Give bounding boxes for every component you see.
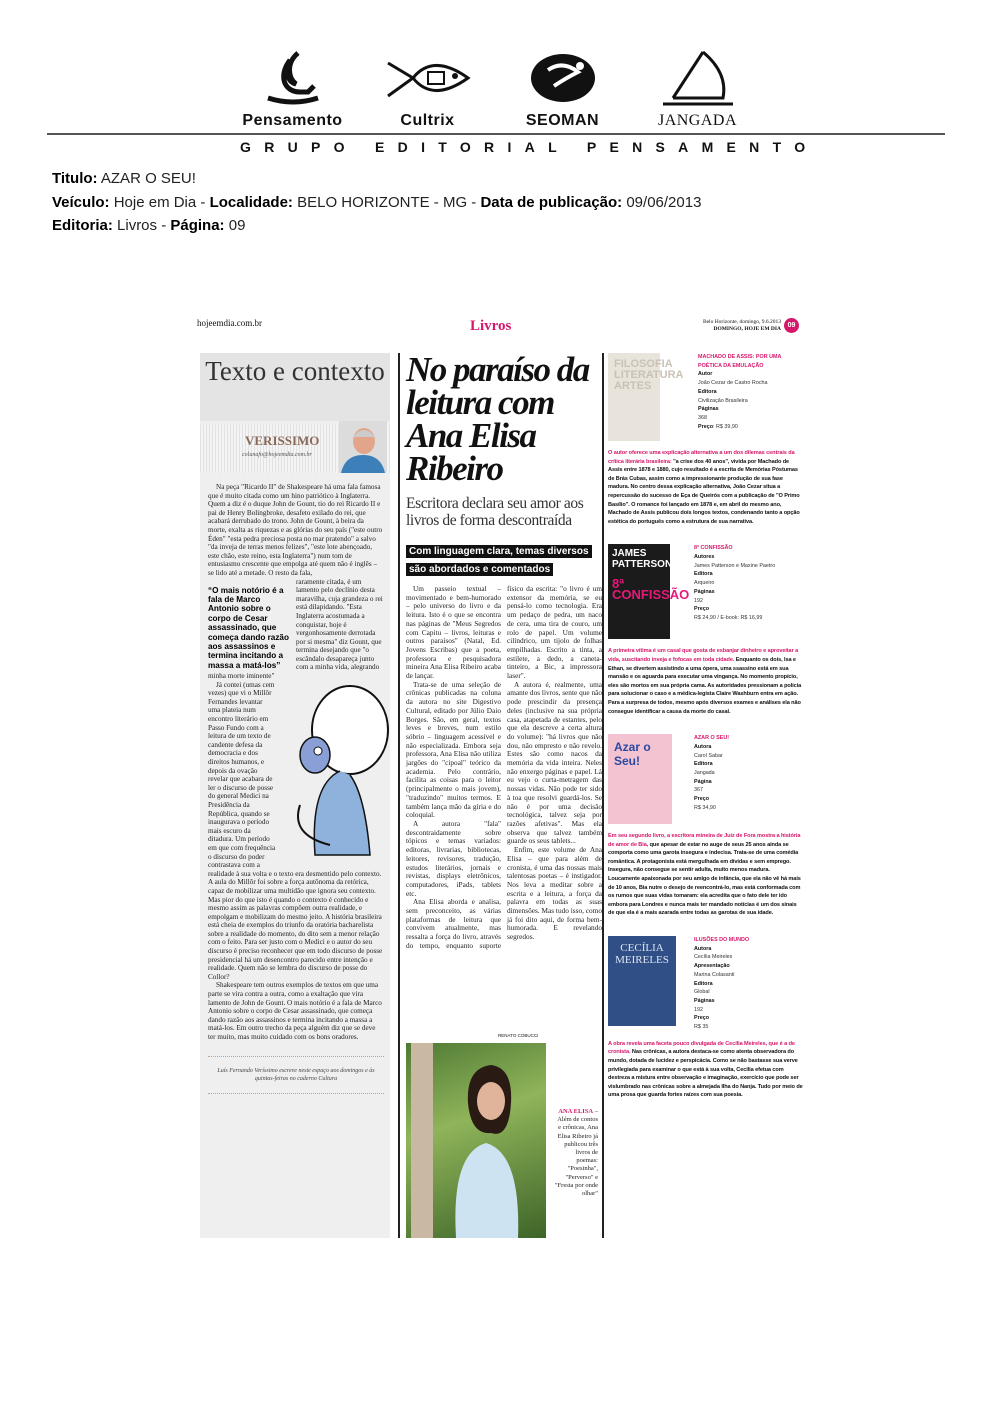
logo-pensamento	[230, 45, 355, 130]
text: 368	[698, 414, 707, 421]
text: João Cezar de Castro Rocha	[698, 380, 768, 387]
text: Preço	[694, 796, 709, 803]
book-description	[608, 1040, 803, 1100]
text: Autora	[694, 743, 712, 750]
text: Shakespeare tem outros exemplos de textos em que uma parte se vira contra a outra, como a exaltação que vira lamento de John de Gount. O mais notório é a fala de Marco Antonio sobre o corpo de Cesar assassinado, que começa dando razão aos assassinos e termina incitando a massa a matá-los. Em outro trecho da peça alguém diz que se deve ter muito, mas muito cuidado com os bons oradores.	[208, 981, 382, 1041]
text: Pensamento	[242, 112, 343, 129]
text: Carol Sabar	[694, 752, 723, 759]
columnist-band	[200, 425, 390, 473]
newspaper-date	[703, 319, 781, 333]
text: Editoria:	[52, 217, 113, 234]
text: – Além de contos e crônicas, Ana Elisa Ribeiro já publicou três livros de poemas: "Poesinha", "Perverso" e "Fresta por onde olhar"	[554, 1108, 598, 1198]
text: Cecília Meireles	[694, 954, 733, 961]
text: AZAR O SEU!	[694, 735, 730, 742]
text: R$ 35	[694, 1024, 709, 1031]
page-value: 09	[228, 217, 246, 234]
text: Editora	[694, 980, 713, 987]
text: JAMES PATTERSON	[612, 548, 673, 571]
text: R$ 39,90	[715, 423, 738, 430]
text: raramente citada, é um lamento pelo declínio desta maravilha, cuja grandeza o rei está dilapidando. "Esta Inglaterra acostumada a conquistar, hoje é vergonhosamente derrotada por si mesma" diz Gount, que termina desejando que "o escândalo desapareça junto com a minha vida, alegrando minha morte iminente"	[208, 577, 383, 681]
text: Editora	[694, 571, 713, 578]
text: 192	[694, 597, 703, 604]
text: Apresentação	[694, 963, 730, 970]
text: Na peça "Ricardo II" de Shakespeare há uma fala famosa que é muito citada como um hino patriótico à Inglaterra. Quem a diz é o duque John de Gount, tio do rei Ricardo II e pai de Henry Bolingbroke, desafeto exilado do rei, que acabará derrubado do trono. John de Gount, à beira da morte, exalta as riquezas e as glórias do seu país ("este outro Éden" "esta pedra preciosa posta no mar pratendo" a salvo "da inveja de terras menos felizes", "este lote abençoado, este chão, este reino, esta Inglaterra") num tom de entusiasmo crescente que empolga até quem não é inglês – se lido até a metade. O resto da fala,	[208, 483, 383, 577]
article-headline: No paraíso da leitura com Ana Elisa Ribeiro	[406, 350, 589, 488]
text: 367	[694, 787, 703, 794]
text: Enquanto os dois, Isa e Ethan, se divertem assistindo a uma ópera, uma ssassino está em sua mansão e os aguarda para executar uma vingança. No momento propício, eles são mortos em sua própria cama. As autoridades pressionam a polícia para solucionar o caso e a médica-legista Claire Washburn entra em ação. Para a surpresa de todos, mesmo após diversos exames e análises ela não consegue identificar a causa da morte do casal.	[608, 656, 802, 715]
logo-cultrix	[365, 45, 490, 130]
book-entry: FILOSOFIA LITERATURA ARTES MACHADO DE ASSIS: POR UMA POÉTICA DA EMULAÇÃO Autor João Cezar de Castro Rocha Editora Civilização Brasileira Páginas 368 Preço: R$ 39,90 O autor oferece uma explicação alternativa a um dos dilemas centrais da crítica literária brasileira: "a crise dos 40 anos", vivida por Machado de Assis entre 1878 e 1880, cujo resultado é a escrita de Memórias Póstumas de Brás Cubas, assim como a impressionante produção de sua fase madura. No centro dessa explicação alternativa, João Cezar situa a repercussão do sucesso de Eça de Queirós com a publicação de "O Primo Basílio". O romance foi lançado em 1878 e, em abril do mesmo ano, Machado de Assis publicou dois longos textos, condenando tanto a opção estética do português como a estrutura de sua narrativa.	[608, 353, 803, 526]
text: Páginas	[694, 588, 715, 595]
text: ANA ELISA	[558, 1108, 594, 1115]
text: JANGADA	[657, 112, 738, 129]
locality-value: BELO HORIZONTE - MG	[297, 193, 468, 211]
text: Data de publicação:	[480, 193, 623, 211]
section-title: Livros	[470, 318, 512, 334]
text: "a crise dos 40 anos", vivida por Machado de Assis entre 1878 e 1880, cujo resultado é a escrita de Memórias Póstumas de Brás Cubas, assim como a impressionante produção de sua fase madura. No centro dessa explicação alternativa, João Cezar situa a repercussão do sucesso de Eça de Queirós com a publicação de "O Primo Basílio". O romance foi lançado em 1878 e, em abril do mesmo ano, Machado de Assis publicou dois longos textos, condenando tanto a opção estética do português como a estrutura de sua narrativa.	[608, 458, 800, 525]
meta-line-title	[52, 167, 701, 191]
text: Enfim, este volume de Ana Elisa – que para além de cronista, é uma das nossas mais talentosas poetas – é instigador. Nos leva a meditar sobre a escrita e a leitura, a força da palavra em todas as suas dimensões. Mas tudo isso, como já foi dito aqui, de forma bem-humorada. E revelando segredos.	[507, 845, 602, 942]
text: Páginas	[694, 997, 715, 1004]
header-rule	[47, 133, 945, 135]
text: A obra revela uma faceta pouco divulgada de Cecília Meireles, que é a de cronista.	[608, 1040, 795, 1056]
book-entry	[608, 544, 803, 716]
text: -	[157, 217, 171, 234]
book-description	[608, 832, 803, 918]
column-signature: Luís Fernando Veríssimo escreve neste espaço aos domingos e às quintas-feiras no caderno Cultura	[208, 1056, 384, 1094]
section-value: Livros	[117, 217, 158, 234]
text: 8ª CONFISSÃO	[694, 545, 733, 552]
author-photo	[406, 1043, 546, 1238]
text: -	[196, 193, 210, 211]
text: Editora	[698, 388, 717, 395]
clipping-metadata	[52, 167, 701, 238]
site-url: hojeemdia.com.br	[197, 318, 262, 328]
book-description	[608, 647, 803, 716]
text: Editora	[694, 761, 713, 768]
book-entry	[608, 936, 803, 1100]
column-divider	[398, 353, 400, 1238]
text: Cultrix	[400, 112, 455, 129]
photo-credit: RENATO COBUCCI	[498, 1033, 539, 1038]
photo-caption	[554, 1108, 598, 1198]
date-value: 09/06/2013	[626, 193, 702, 211]
text: Páginas	[698, 406, 719, 413]
text: A primeira vítima é um casal que gosta de esbanjar dinheiro e aproveitar a vida, suscitando inveja e fofocas em toda cidade.	[608, 648, 799, 663]
text: Autor	[698, 371, 713, 378]
column-body	[200, 473, 390, 1094]
column-title: Texto e contexto	[200, 353, 390, 421]
text: R$ 24,90 / E-book: R$ 16,99	[694, 614, 763, 621]
text: Preço	[694, 1015, 709, 1022]
text: Autora	[694, 945, 712, 952]
book-entry	[608, 734, 803, 918]
seoman-emblem-icon	[518, 48, 608, 110]
text: Global	[694, 989, 710, 996]
text: James Patterson e Maxine Paetro	[694, 562, 776, 569]
text: Ana Elisa aborda e analisa, sem preconceito, as várias plataformas de leitura que convivem atualmente, mas ressalta a força do livro, através do tempo, enquanto suporte físico da escrita: "o livro é um extensor da memória, se eu pensá-lo como tecnologia. Era um pedaço de pedra, um naco de cera, uma tira de couro, um rolo de papel. Um volume cilíndrico, um tijolo de folhas empilhadas. Escrito a tinta, a estilete, a dedo, a caneta-tinteiro, a Bic, a impressora laser".	[406, 584, 602, 950]
text: Veículo:	[52, 193, 110, 211]
text: -	[467, 193, 481, 211]
text: A autora é, realmente, uma amante dos livros, sente que não pode prescindir da presença deles (inclusive na sua própria casa, atapetada de estantes, pelo que ela descreve a certa altura do volume): "há livros que não dou, não empresto e não revelo. Estes são como nacos da memória da vida inteira. Neles não enxergo páginas e papel. Lá eu vejo o curta-metragem das nossas vidas. Não pode ter sido à toa que resolvi guardá-los. Se não é por uma decisão tecnológica, talvez seja por razões afetivas". Mas ela observa que talvez também guarde os seus tablets...	[507, 679, 602, 846]
sail-icon	[653, 48, 743, 110]
text: 192	[694, 1006, 703, 1013]
column-divider	[602, 353, 604, 1238]
text: Em seu segundo livro, a escritora mineira de Juiz de Fora mostra a história de amor de Bia,	[608, 833, 801, 848]
book-description	[608, 449, 803, 526]
vehicle-value: Hoje em Dia	[113, 193, 197, 211]
text: O autor oferece uma explicação alternativa a um dos dilemas centrais da crítica literária brasileira:	[608, 450, 795, 465]
page-number-badge: 09	[784, 318, 799, 333]
text: A autora "fala" descontraidamente sobre tópicos e temas variados: editoras, livrarias, bibliotecas, leitores, revisores, tradução, estudos literários, jornais e revistas, displays eletrônicos, computadores, iPads, tablets etc.	[406, 818, 501, 898]
text: Preço	[694, 606, 709, 613]
logo-seoman	[500, 45, 625, 130]
text: ILUSÕES DO MUNDO	[694, 937, 750, 944]
meta-line-vehicle	[52, 191, 701, 215]
title-value: AZAR O SEU!	[100, 170, 196, 187]
publisher-logos	[230, 45, 760, 130]
text: 8ª CONFISSÃO	[612, 576, 690, 603]
book-cover: FILOSOFIA LITERATURA ARTES	[608, 353, 660, 441]
text: Já contei (umas cem vezes) que vi o Millôr Fernandes levantar uma plateia num encontro literário em Passo Fundo com a leitura de um texto de candente defesa da democracia e dos direitos humanos, e depois da ovação revelar que acabara de ler o discurso de posse do general Medici na Presidência da República, quando se inaugurava o período mais escuro da ditadura. Um período em que com frequência o discurso do poder contrastava com a realidade à sua volta e o texto era desmentido pelo contexto. A aula do Millôr foi sobre a força autônoma da retórica, capaz de mobilizar uma multidão que ignora seu contexto. Mas pior do que isto é quando o contexto é conhecido e mesmo assim as palavras compõem outra realidade, e empolgam e mobilizam do mesmo jeito. A história brasileira está cheia de exemplos do triunfo da oratória bacharelista sobre a realidade do momento, do dito sem a menor relação com o feito. Para ser justo com o Medici e o autor do seu discurso é preciso reconhecer que em todo discurso de posse presidencial há um desencontro parecido entre intenção e realidade. Quem não se lembra do discurso de posse do Collor?	[208, 680, 383, 981]
text: Marina Colasanti	[694, 971, 735, 978]
book-cover: Azar o Seu!	[608, 734, 672, 824]
text: SEOMAN	[525, 112, 600, 129]
newspaper-page	[195, 315, 805, 1240]
article-subtitle: Escritora declara seu amor aos livros de forma descontraída	[406, 495, 584, 529]
lamp-icon	[248, 48, 338, 110]
text: Belo Horizonte, domingo, 9.6.2013	[702, 319, 781, 325]
text: DOMINGO, HOJE EM DIA	[713, 326, 781, 332]
article-kicker: Com linguagem clara, temas diversos são abordados e comentados	[406, 545, 592, 576]
text: Arqueiro	[694, 580, 715, 587]
text: Autores	[694, 554, 715, 561]
book-cover: CECÍLIA MEIRELES	[608, 936, 676, 1026]
text: Um passeio textual – movimentado e bem-humorado – pelo universo do livro e da leitura. Isto é o que se encontra nas páginas de "Meus Segredos com Capitu – livros, leituras e outros paraísos" (Natal, Ed. Jovens Escribas) que a poeta, professora e pesquisadora mineira Ana Elisa Ribeiro acaba de lançar.	[406, 584, 501, 681]
columnist-email: colunafo@hojeemdia.com.br	[242, 452, 312, 458]
main-article	[406, 350, 602, 1198]
newspaper-header	[195, 315, 805, 339]
text: Titulo:	[52, 170, 98, 187]
pull-quote: “O mais notório é a fala de Marco Antonio sobre o corpo de Cesar assassinado, que começa dando razão aos assassinos e termina incitando a massa a matá-los”	[208, 585, 289, 670]
text: Página	[694, 778, 712, 785]
book-cover	[608, 544, 690, 639]
text: Localidade:	[209, 193, 293, 211]
meta-line-section	[52, 214, 701, 238]
columnist-name: VERISSIMO	[245, 433, 320, 448]
author-photo-image	[406, 1043, 546, 1238]
logo-jangada	[635, 45, 760, 130]
text: Nas crônicas, a autora destaca-se como atenta observadora do mundo, dotada de lucidez e perspicácia. Como se não bastasse sua verve privilegiada para examinar o que está à sua volta, Cecília efetua com destreza a mistura entre observação e imaginação, exercício que pode ser vislumbrado nas crônicas sobre a almejada Ilha do Nanja. Tudo por meio de uma prosa que guarda fortes raízes com sua poesia.	[608, 1049, 803, 1099]
text: R$ 34,90	[694, 804, 716, 811]
text: Jangada	[694, 769, 715, 776]
fish-icon	[383, 48, 473, 110]
group-name: GRUPO EDITORIAL PENSAMENTO	[240, 139, 819, 155]
text: Preço	[698, 423, 713, 430]
text: que apesar de estar no auge de seus 25 anos ainda se comporta como uma garota insegura e indecisa. Trata-se de uma comédia romântica. A protagonista está mergulhada em dívidas e sem emprego. Insegura, não consegue se sentir adulta, muito menos madura. Loucamente apaixonada por seu amigo de infância, que ela não vê há mais de 10 anos, Bia nutre o desejo de reencontrá-lo, mas está conformada com os rumos que suas vidas tomaram: ela acredita que o fato dele ter ido embora para Londres e nunca mais ter mandado notícias é um dos sinais de que ela é a mais azarada entre todas as garotas de sua idade.	[608, 841, 801, 917]
text: Civilização Brasileira	[698, 397, 748, 404]
book-list	[608, 353, 803, 1118]
text: Página:	[170, 217, 225, 234]
columnist-photo	[339, 421, 387, 473]
cartoon-illustration	[280, 685, 390, 865]
article-body	[406, 585, 602, 1035]
opinion-column	[200, 353, 390, 1238]
text: MACHADO DE ASSIS: POR UMA POÉTICA DA EMULAÇÃO	[698, 354, 782, 369]
text: Trata-se de uma seleção de crônicas publicadas na coluna da autora no site Digestivo Cultural, editado por Júlio Daio Borges. São, em geral, textos leves e breves, num estilo sóbrio – linguagem acessível e não especializada. Embora seja professora, Ana Elisa não utiliza jargões do "cipoal" teórico da academia. Pelo contrário, facilita as coisas para o leitor (principalmente o mais jovem), "traduzindo" muitos termos. E também lança mão da gíria e do coloquial.	[406, 679, 501, 820]
